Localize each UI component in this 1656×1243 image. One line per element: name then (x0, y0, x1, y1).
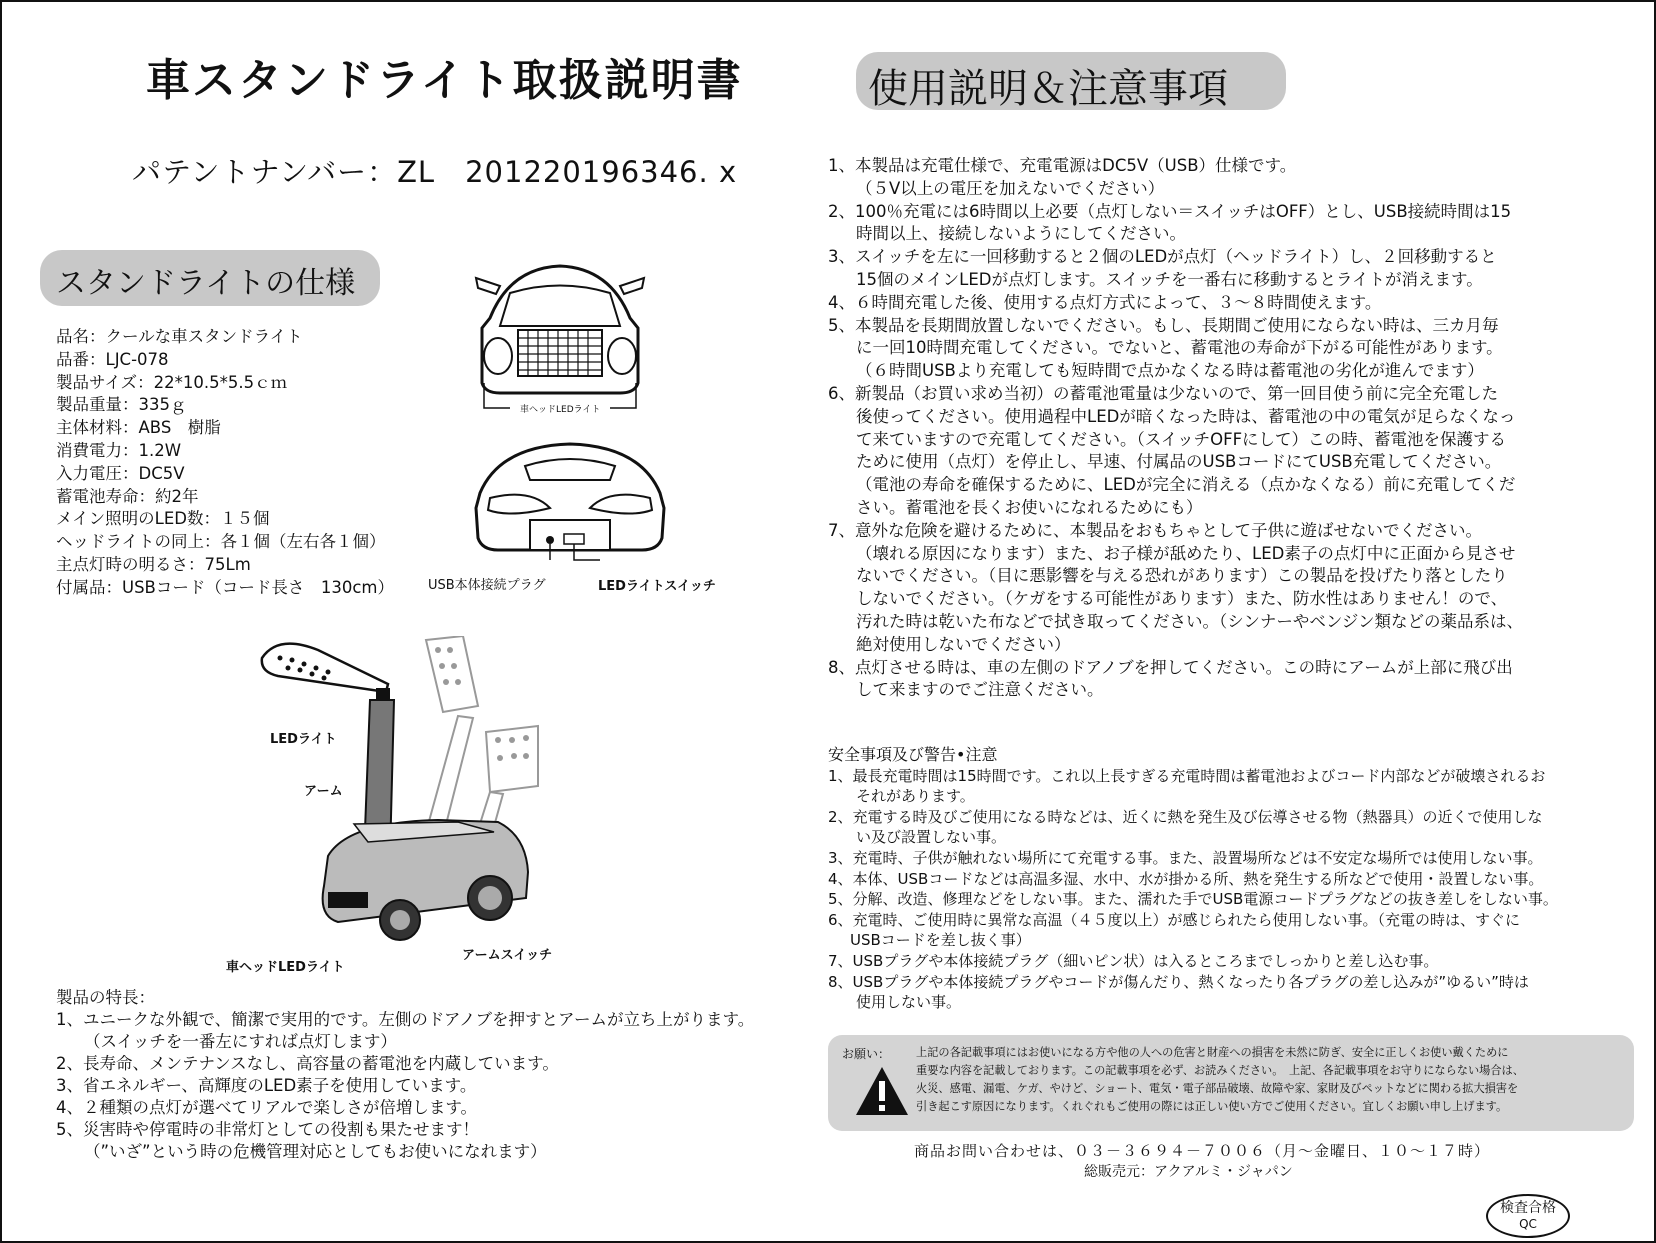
instruction-line: 時間以上、接続しないようにしてください。 (856, 224, 1186, 244)
instruction-line: （５V以上の電圧を加えないでください） (856, 178, 1165, 198)
spec-item: 付属品：USBコード（コード長さ 130cm） (56, 577, 395, 597)
qc-stamp-code: QC (1519, 1217, 1537, 1231)
feature-line: （”いざ”という時の危機管理対応としてもお使いになれます） (84, 1142, 547, 1161)
features-section (56, 987, 836, 1163)
spec-item: メイン照明のLED数：１５個 (56, 509, 270, 529)
instruction-line: 1、本製品は充電仕様で、充電電源はDC5V（USB）仕様です。 (828, 156, 1297, 175)
instruction-line: 7、意外な危険を避けるために、本製品をおもちゃとして子供に遊ばせないでください。 (828, 520, 1482, 540)
safety-line: 1、最長充電時間は15時間です。これ以上長すぎる充電時間は蓄電池およびコード内部などが破壊されるお (828, 766, 1546, 785)
document-title: 車スタンドライト取扱説明書 (146, 55, 743, 106)
warning-icon (854, 1065, 910, 1117)
notice-heading-pill (856, 52, 1286, 110)
instruction-line: して来ますのでご注意ください。 (856, 680, 1104, 700)
patent-number: パテントナンバー：ZL 201220196346. x (132, 155, 738, 189)
warning-line: 重要な内容を記載しております。この記載事項を必ず、お読みください。 上記、各記載事項をお守りにならない場合は、 (916, 1064, 1524, 1077)
instruction-line: 5、本製品を長期間放置しないでください。もし、長期間ご使用にならない時は、三カ月毎 (828, 315, 1499, 335)
feature-line: 5、災害時や停電時の非常灯としての役割も果たせます！ (56, 1120, 479, 1139)
spec-item: 主体材料：ABS 樹脂 (56, 418, 221, 438)
instruction-line: ないでください。（目に悪影響を与える恐れがあります）この製品を投げたり落としたり (856, 566, 1508, 586)
instruction-line: ために使用（点灯）を停止し、早速、付属品のUSBコードにてUSB充電してください。 (856, 452, 1502, 472)
safety-heading: 安全事項及び警告•注意 (828, 745, 998, 764)
safety-line: 3、充電時、子供が触れない場所にて充電する事。また、設置場所などは不安定な場所では使用しない事。 (828, 848, 1543, 867)
usb-plug-label: USB本体接続プラグ (428, 578, 546, 593)
safety-line: 使用しない事。 (856, 993, 962, 1012)
safety-line: それがあります。 (856, 787, 975, 806)
car-headlight-label: 車ヘッドLEDライト (226, 960, 345, 975)
instruction-line: （電池の寿命を確保するために、LEDが完全に消える（点かなくなる）前に充電してくだ (856, 475, 1516, 495)
safety-section (828, 745, 1628, 1013)
instruction-line: 汚れた時は乾いた布などで拭き取ってください。（シンナーやベンジン類などの薬品系は、 (856, 611, 1524, 631)
instruction-line: 4、６時間充電した後、使用する点灯方式によって、３～８時間使えます。 (828, 292, 1382, 312)
car-front-illustration (470, 258, 650, 418)
warning-line: 火災、感電、漏電、ケガ、やけど、ショート、電気・電子部品破壊、故障や家、家財及びペットなどに関わる拡大損害を (916, 1082, 1519, 1095)
instruction-line: 8、点灯させる時は、車の左側のドアノブを押してください。この時にアームが上部に飛び出 (828, 657, 1513, 677)
instruction-line: 6、新製品（お買い求め当初）の蓄電池電量は少ないので、第一回目使う前に完全充電した (828, 383, 1499, 403)
qc-stamp-text: 検査合格 (1500, 1200, 1556, 1216)
feature-line: 1、ユニークな外観で、簡潔で実用的です。左側のドアノブを押すとアームが立ち上がります。 (56, 1010, 755, 1029)
safety-line: 8、USBプラグや本体接続プラグやコードが傷んだり、熱くなったり各プラグの差し込みが”ゆるい”時は (828, 972, 1529, 991)
instructions-section (828, 155, 1628, 702)
spec-item: 製品サイズ：22*10.5*5.5ｃｍ (56, 372, 288, 392)
warning-label: お願い： (842, 1047, 891, 1061)
instruction-line: て来ていますので充電してください。（スイッチOFFにして）この時、蓄電池を保護する (856, 429, 1507, 449)
arm-switch-label: アームスイッチ (462, 948, 553, 963)
warning-line: 上記の各記載事項にはお使いになる方や他の人への危害と財産への損害を未然に防ぎ、安全に正しくお使い戴くために (916, 1046, 1509, 1059)
spec-item: 蓄電池寿命：約2年 (56, 486, 199, 506)
safety-line: 5、分解、改造、修理などをしない事。また、濡れた手でUSB電源コードプラグなどの抜き差しをしない事。 (828, 890, 1558, 909)
arm-label: アーム (304, 784, 343, 799)
spec-item: 消費電力：1.2W (56, 440, 182, 460)
led-switch-label: LEDライトスイッチ (598, 579, 716, 594)
spec-list (56, 326, 456, 600)
instruction-line: しないでください。（ケガをする可能性があります）また、防水性はありません！ので、 (856, 589, 1508, 609)
safety-line: い及び設置しない事。 (856, 828, 1007, 847)
led-light-label: LEDライト (270, 732, 337, 747)
instruction-line: 2、100％充電には6時間以上必要（点灯しない＝スイッチはOFF）とし、USB接続時間は15 (828, 201, 1512, 221)
contact-info: 商品お問い合わせは、０３－３６９４－７００６（月～金曜日、１０～１７時） (914, 1142, 1491, 1160)
spec-heading: スタンドライトの仕様 (56, 266, 356, 301)
feature-line: （スイッチを一番左にすれば点灯します） (84, 1032, 397, 1051)
feature-line: 3、省エネルギー、高輝度のLED素子を使用しています。 (56, 1076, 477, 1095)
spec-item: 主点灯時の明るさ：75Lm (56, 554, 251, 574)
instruction-line: 15個のメインLEDが点灯します。スイッチを一番右に移動するとライトが消えます。 (856, 269, 1483, 289)
feature-line: 4、２種類の点灯が選べてリアルで楽しさが倍増します。 (56, 1098, 478, 1117)
feature-line: 2、長寿命、メンテナンスなし、高容量の蓄電池を内蔵しています。 (56, 1054, 559, 1073)
safety-line: 6、充電時、ご使用時に異常な高温（４５度以上）が感じられたら使用しない事。（充電の時は、すぐに (828, 910, 1521, 929)
spec-item: 製品重量：335ｇ (56, 395, 187, 415)
qc-stamp (1486, 1194, 1570, 1238)
instruction-line: （壊れる原因になります）また、お子様が舐めたり、LED素子の点灯中に正面から見させ (856, 543, 1516, 563)
instruction-line: 3、スイッチを左に一回移動すると２個のLEDが点灯（ヘッドライト）し、２回移動すると (828, 247, 1497, 267)
notice-heading: 使用説明＆注意事項 (868, 66, 1228, 112)
warning-line: 引き起こす原因になります。くれぐれもご使用の際には正しい使い方でご使用ください。宜しくお願い申し上げます。 (916, 1100, 1508, 1113)
spec-heading-pill (40, 250, 380, 306)
spec-item: 入力電圧：DC5V (56, 463, 185, 483)
front-headlight-label: 車ヘッドLEDライト (520, 405, 601, 415)
spec-item: 品名：クールな車スタンドライト (56, 327, 303, 346)
instruction-line: 絶対使用しないでください） (856, 634, 1071, 654)
instruction-line: （６時間USBより充電しても短時間で点かなくなる時は蓄電池の劣化が進んでます） (856, 361, 1484, 381)
safety-line: 4、本体、USBコードなどは高温多湿、水中、水が掛かる所、熱を発生する所などで使用・設置しない事。 (828, 869, 1544, 888)
instruction-line: に一回10時間充電してください。でないと、蓄電池の寿命が下がる可能性があります。 (856, 338, 1503, 358)
features-heading: 製品の特長： (56, 988, 155, 1007)
safety-line: USBコードを差し抜く事） (850, 931, 1031, 950)
safety-line: 2、充電する時及びご使用になる時などは、近くに熱を発生及び伝導させる物（熱器具）の近くで使用しな (828, 807, 1543, 826)
instruction-line: さい。蓄電池を長くお使いになれるためにも） (856, 497, 1203, 517)
seller-info: 総販売元：アクアルミ・ジャパン (1084, 1164, 1293, 1180)
car-rear-illustration (470, 438, 670, 568)
warning-text (916, 1044, 1632, 1116)
instruction-line: 後使ってください。使用過程中LEDが暗くなった時は、蓄電池の中の電気が足らなくなっ (856, 406, 1516, 426)
spec-item: 品番：LJC-078 (56, 349, 169, 369)
spec-item: ヘッドライトの同上：各１個（左右各１個） (56, 532, 386, 552)
safety-line: 7、USBプラグや本体接続プラグ（細いピン状）は入るところまでしっかりと差し込む事。 (828, 951, 1439, 970)
